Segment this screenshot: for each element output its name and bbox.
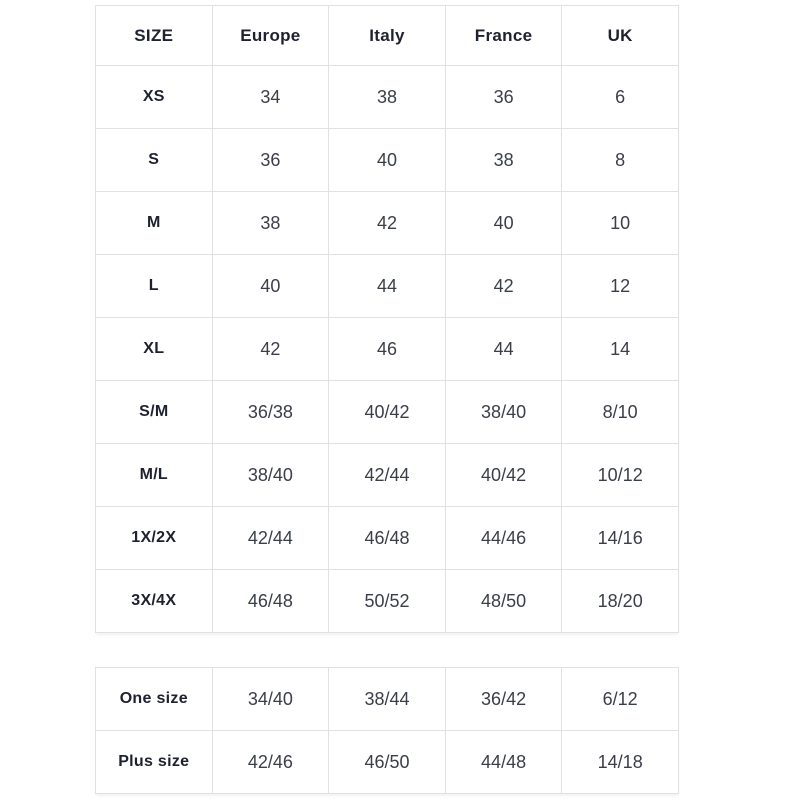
value-cell: 40 <box>445 192 562 255</box>
value-cell: 46/48 <box>212 570 329 633</box>
value-cell: 36/42 <box>445 668 562 731</box>
value-cell: 14 <box>562 318 679 381</box>
value-cell: 18/20 <box>562 570 679 633</box>
table-row <box>96 731 679 794</box>
table-row <box>96 255 679 318</box>
header-cell: Europe <box>212 6 329 66</box>
value-cell: 10/12 <box>562 444 679 507</box>
value-cell: 44/46 <box>445 507 562 570</box>
value-cell: 46 <box>329 318 446 381</box>
table-row <box>96 668 679 731</box>
value-cell: 6 <box>562 66 679 129</box>
table-row <box>96 192 679 255</box>
size-label-cell: XS <box>96 66 213 129</box>
value-cell: 36 <box>212 129 329 192</box>
size-conversion-table-main <box>95 5 679 633</box>
value-cell: 44 <box>445 318 562 381</box>
value-cell: 14/16 <box>562 507 679 570</box>
table-row <box>96 129 679 192</box>
size-label-cell: XL <box>96 318 213 381</box>
size-label-cell: Plus size <box>96 731 213 794</box>
value-cell: 50/52 <box>329 570 446 633</box>
value-cell: 42/46 <box>212 731 329 794</box>
size-conversion-table-extra <box>95 667 679 794</box>
table-row <box>96 507 679 570</box>
value-cell: 48/50 <box>445 570 562 633</box>
size-label-cell: L <box>96 255 213 318</box>
value-cell: 42 <box>212 318 329 381</box>
value-cell: 34/40 <box>212 668 329 731</box>
value-cell: 38/44 <box>329 668 446 731</box>
value-cell: 38 <box>445 129 562 192</box>
value-cell: 10 <box>562 192 679 255</box>
size-label-cell: S <box>96 129 213 192</box>
value-cell: 44/48 <box>445 731 562 794</box>
value-cell: 34 <box>212 66 329 129</box>
value-cell: 40/42 <box>329 381 446 444</box>
value-cell: 8 <box>562 129 679 192</box>
size-label-cell: M/L <box>96 444 213 507</box>
header-cell: Italy <box>329 6 446 66</box>
header-row <box>96 6 679 66</box>
header-cell: UK <box>562 6 679 66</box>
header-cell: SIZE <box>96 6 213 66</box>
value-cell: 42 <box>329 192 446 255</box>
value-cell: 38 <box>329 66 446 129</box>
size-label-cell: 3X/4X <box>96 570 213 633</box>
value-cell: 14/18 <box>562 731 679 794</box>
value-cell: 40 <box>329 129 446 192</box>
table-row <box>96 66 679 129</box>
value-cell: 46/48 <box>329 507 446 570</box>
value-cell: 36 <box>445 66 562 129</box>
value-cell: 40/42 <box>445 444 562 507</box>
size-label-cell: One size <box>96 668 213 731</box>
value-cell: 6/12 <box>562 668 679 731</box>
value-cell: 42/44 <box>329 444 446 507</box>
size-label-cell: 1X/2X <box>96 507 213 570</box>
value-cell: 42 <box>445 255 562 318</box>
value-cell: 42/44 <box>212 507 329 570</box>
value-cell: 8/10 <box>562 381 679 444</box>
table-row <box>96 570 679 633</box>
value-cell: 40 <box>212 255 329 318</box>
table-row <box>96 444 679 507</box>
table-row <box>96 381 679 444</box>
value-cell: 36/38 <box>212 381 329 444</box>
header-cell: France <box>445 6 562 66</box>
table-row <box>96 318 679 381</box>
value-cell: 38 <box>212 192 329 255</box>
value-cell: 38/40 <box>212 444 329 507</box>
value-cell: 38/40 <box>445 381 562 444</box>
size-label-cell: M <box>96 192 213 255</box>
value-cell: 44 <box>329 255 446 318</box>
value-cell: 46/50 <box>329 731 446 794</box>
value-cell: 12 <box>562 255 679 318</box>
size-label-cell: S/M <box>96 381 213 444</box>
